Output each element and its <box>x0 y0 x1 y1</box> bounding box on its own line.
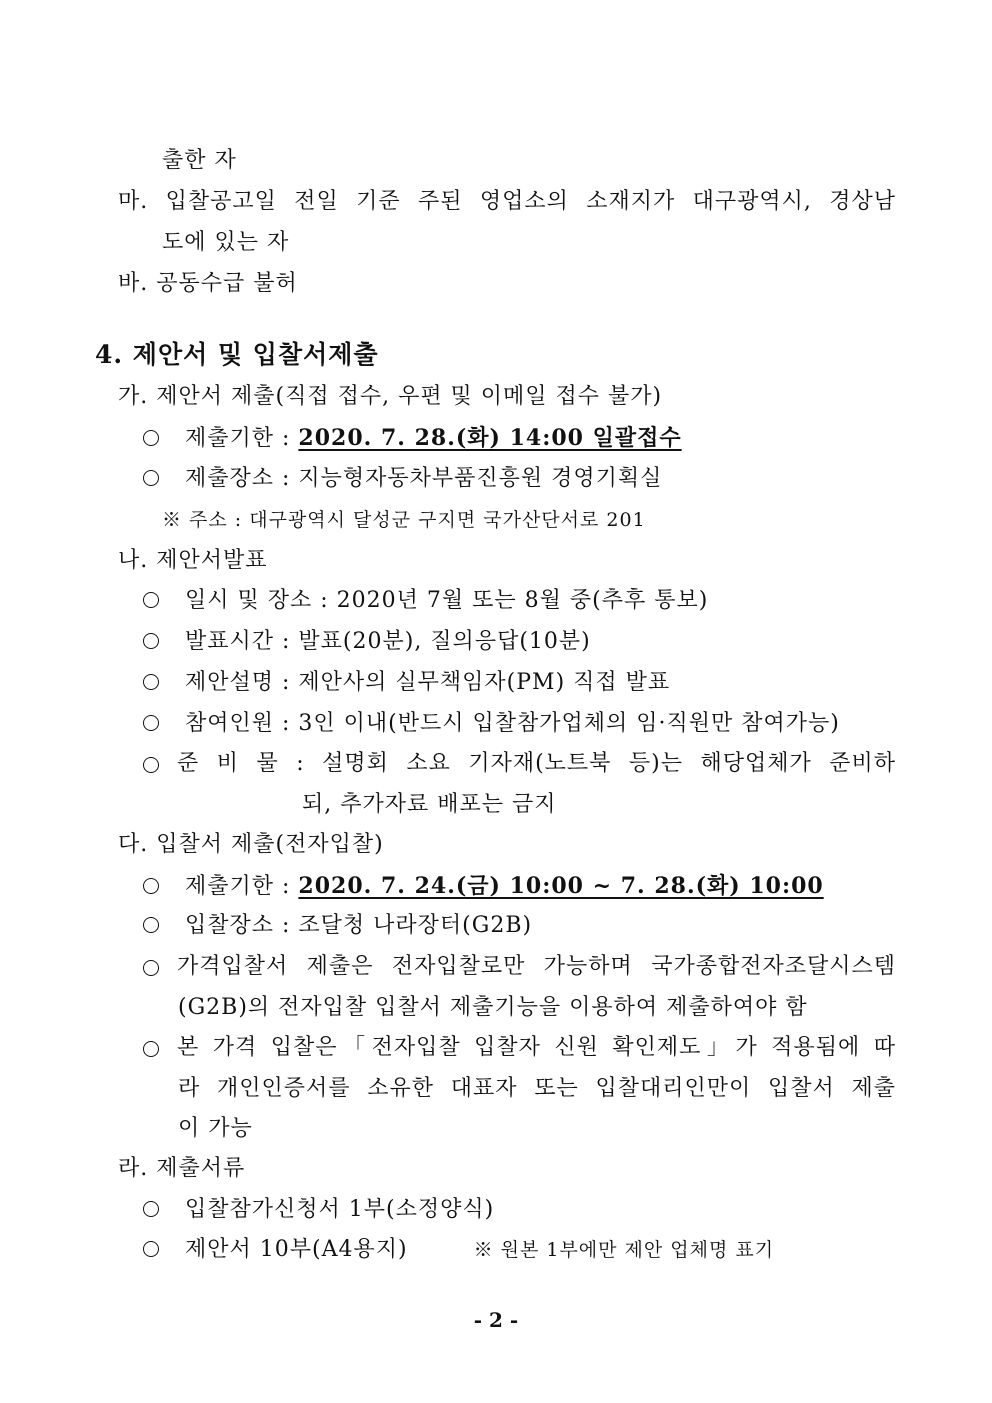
page-number: - 2 - <box>473 1308 519 1332</box>
label: 제출기한 : <box>185 426 299 451</box>
label: 제출기한 : <box>185 874 299 899</box>
item-ra: 라. 제출서류 <box>118 1156 246 1181</box>
item-ga: 가. 제안서 제출(직접 접수, 우편 및 이메일 접수 불가) <box>118 384 663 409</box>
circle-bullet-icon <box>143 633 159 649</box>
bullet-line <box>143 586 708 616</box>
circle-bullet-icon <box>143 1241 159 1257</box>
bullet-text: 제안설명 : 제안사의 실무책임자(PM) 직접 발표 <box>185 670 671 695</box>
circle-bullet-icon <box>143 917 159 933</box>
section-heading: 4. 제안서 및 입찰서제출 <box>95 340 379 369</box>
note-text: ※ 원본 1부에만 제안 업체명 표기 <box>473 1239 775 1261</box>
item-da: 다. 입찰서 제출(전자입찰) <box>118 832 384 857</box>
bullet-text: 준 비 물 : 설명회 소요 기자재(노트북 등)는 해당업체가 준비하 <box>177 751 896 776</box>
circle-bullet-icon <box>143 1041 159 1057</box>
text-line: 라 개인인증서를 소유한 대표자 또는 입찰대리인만이 입찰서 제출 <box>178 1076 896 1101</box>
circle-bullet-icon <box>143 757 159 773</box>
bullet-text: 제출장소 : 지능형자동차부품진흥원 경영기획실 <box>185 466 663 491</box>
circle-bullet-icon <box>143 715 159 731</box>
bullet-line <box>143 1235 774 1265</box>
bullet-line <box>143 464 662 494</box>
bullet-line <box>143 1195 494 1225</box>
circle-bullet-icon <box>143 1201 159 1217</box>
text-line: 도에 있는 자 <box>162 230 290 255</box>
item-ma: 마. 입찰공고일 전일 기준 주된 영업소의 소재지가 대구광역시, 경상남 <box>118 189 896 214</box>
bullet-line <box>143 952 896 982</box>
deadline-value: 2020. 7. 24.(금) 10:00 ~ 7. 28.(화) 10:00 <box>298 873 824 899</box>
bullet-line <box>143 668 670 698</box>
text-line: 이 가능 <box>178 1116 253 1141</box>
circle-bullet-icon <box>143 430 159 446</box>
circle-bullet-icon <box>143 674 159 690</box>
bullet-text: 입찰장소 : 조달청 나라장터(G2B) <box>185 913 533 938</box>
bullet-text: 일시 및 장소 : 2020년 7월 또는 8월 중(추후 통보) <box>185 588 709 613</box>
address-note: ※ 주소 : 대구광역시 달성군 구지면 국가산단서로 201 <box>162 509 646 531</box>
bullet-line <box>143 871 824 902</box>
text-line: 출한 자 <box>162 148 237 173</box>
bullet-line <box>143 709 840 739</box>
bullet-text: 입찰참가신청서 1부(소정양식) <box>185 1197 495 1222</box>
bullet-text: 발표시간 : 발표(20분), 질의응답(10분) <box>185 629 591 654</box>
bullet-line <box>143 749 896 779</box>
bullet-line <box>143 1033 896 1063</box>
circle-bullet-icon <box>143 878 159 894</box>
item-na: 나. 제안서발표 <box>118 548 268 573</box>
text-line: 되, 추가자료 배포는 금지 <box>302 792 557 817</box>
circle-bullet-icon <box>143 470 159 486</box>
bullet-line <box>143 627 591 657</box>
bullet-line <box>143 423 682 454</box>
deadline-value: 2020. 7. 28.(화) 14:00 일괄접수 <box>298 425 682 451</box>
text-line: (G2B)의 전자입찰 입찰서 제출기능을 이용하여 제출하여야 함 <box>178 995 808 1020</box>
bullet-text: 본 가격 입찰은「전자입찰 입찰자 신원 확인제도」가 적용됨에 따 <box>177 1035 896 1060</box>
circle-bullet-icon <box>143 960 159 976</box>
bullet-text: 제안서 10부(A4용지) <box>185 1237 408 1262</box>
item-ba: 바. 공동수급 불허 <box>118 271 298 296</box>
circle-bullet-icon <box>143 592 159 608</box>
bullet-text: 가격입찰서 제출은 전자입찰로만 가능하며 국가종합전자조달시스템 <box>177 954 896 979</box>
bullet-line <box>143 911 532 941</box>
bullet-text: 참여인원 : 3인 이내(반드시 입찰참가업체의 임·직원만 참여가능) <box>185 711 840 736</box>
